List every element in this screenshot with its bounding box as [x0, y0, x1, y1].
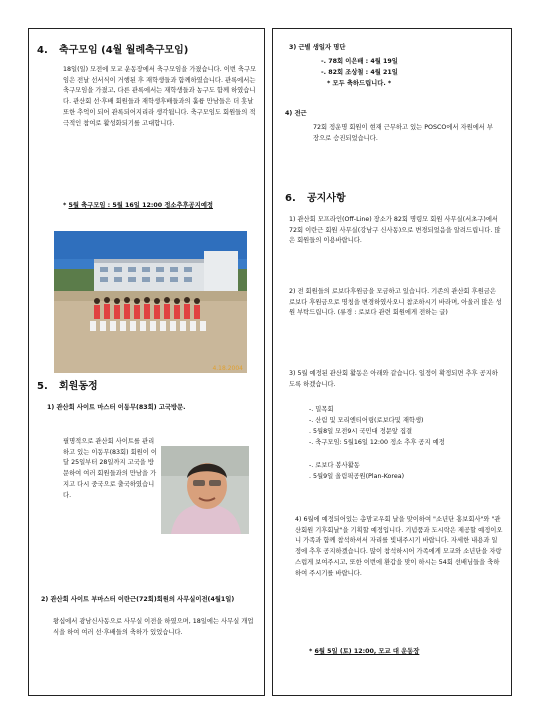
notice-2: 2) 전 회원들의 로보다후원금을 모금하고 있습니다. 기존의 관산회 후원금은 로보다 후원금으로 명칭을 변경하였사오니 참조하시기 바라며, 아울러 많은 성원 부탁드립니다. (류경 : 로보다 관련 회원에게 전하는 글): [289, 288, 502, 317]
notice-4: 4) 6월에 예정되어있는 총맘교우회 날을 맞이하여 "소년단 홍보회사"와 "관산회원 기후회날"을 기획할 예정입니다. 기념품과 도시락은 제공할 예정이오니 가족과 함께 참석하셔서 자리를 빛내주시기 바랍니다. 자세한 내용과 일정에 추후 공지하겠습니다. 많이 참석하시어 가족에게 모교와 소년단을 자랑스럽게 보여주시고, 또한 이번에 환갑을 맞이 하시는 54회 선배님들을 축하하여 주시기를 바랍니다.: [295, 516, 503, 577]
notice-3-sub-4: -. 축구모임: 5월16일 12:00 정소 추후 공지 예정: [309, 439, 445, 446]
notice-4-note: [309, 647, 503, 658]
section-4-note-text: 5월 축구모임 : 5월 16일 12:00 정소추후공지예정: [68, 202, 213, 209]
section-6-number: 6.: [285, 193, 296, 204]
right-column: [272, 28, 512, 696]
section-4-paragraph: 18일(일) 모전에 모교 운동장에서 축구모임을 가졌습니다. 이번 축구모임은 전날 선서식이 거행된 후 재학생들과 함께하였습니다. 관록에서는 축구모임을 가졌고, 다른 관록에서는 재학생들과 농구도 함께 하였습니다. 관산회 선·후배 회원들과 재학생후배들과의 훌륭 만남들은 더 훗날 또한 추억이 되어 관록되어지리라 생각됩니다. 축구모임도 회원들의 적극적인 참여로 활성화되기를 고대합니다.: [63, 66, 257, 127]
left-column: [28, 28, 265, 696]
member-news-2-heading: 2) 관산회 사이트 부마스터 이란근(72회)회원의 사무실이전(4월1일): [41, 596, 235, 603]
section-5-number: 5.: [37, 381, 48, 392]
section-4-note: [63, 201, 259, 212]
photo-date-stamp: 4.18.2004: [212, 365, 243, 372]
section-4-note-prefix: *: [63, 202, 69, 209]
notice-4-note-text: 6월 5일 (토) 12:00, 모교 대 운동장: [314, 648, 420, 655]
member-news-1-heading: 1) 관산회 사이트 마스터 이동무(83회) 고국방문.: [47, 404, 186, 411]
section-5-title: 회원동정: [59, 381, 98, 392]
member-portrait-photo: [161, 446, 249, 534]
transfer-paragraph: 72회 정운명 회원이 현재 근무하고 있는 POSCO에서 자원에서 부장으로 승진되었습니다.: [313, 124, 493, 142]
notice-4-note-prefix: *: [309, 648, 315, 655]
section-4-heading: [37, 41, 188, 56]
section-4-title: 축구모임 (4월 월례축구모임): [59, 45, 189, 56]
birthday-line-1: -. 78회 이은배 : 4월 19일: [321, 58, 398, 65]
section-5-heading: [37, 377, 98, 392]
birthday-line-3: * 모두 축하드립니다. *: [327, 80, 392, 87]
section-6-title: 공지사항: [307, 193, 346, 204]
section-6-heading: [285, 189, 346, 204]
notice-3-sub-2: -. 산림 및 모리엔티어링(로보다및 재학생): [309, 417, 424, 424]
birthday-list-heading: 3) 근별 생일자 명단: [289, 44, 346, 51]
soccer-team-photo: [54, 231, 247, 373]
notice-1: 1) 관산회 모프라인(Off-Line) 장소가 82회 명령모 회원 사무실(서초구)에서 72회 이란근 회원 사무실(강남구 신사동)으로 변경되었음을 알려드립니다. 많은 회원들의 이용바랍니다.: [289, 216, 501, 245]
member-portrait-image: [161, 446, 249, 534]
transfer-heading: 4) 전근: [285, 110, 307, 117]
soccer-team-photo-image: [54, 231, 247, 373]
notice-3-sub-5: -. 로보다 봉사활동: [309, 462, 360, 469]
section-4-number: 4.: [37, 45, 48, 56]
birthday-line-2: -. 82회 조상철 : 4월 21일: [321, 69, 398, 76]
member-news-1-paragraph: 필명적으로 관산회 사이트를 관리하고 있는 이동무(83회) 회원이 이달 25일부터 28일까지 고국을 방문하여 여러 회원들과의 만남을 가지고 다시 중국으로 출국하였습니다.: [63, 438, 157, 499]
notice-3: 3) 5월 예정된 관산회 활동은 아래와 같습니다. 일정이 확정되면 추후 공지하도록 하겠습니다.: [289, 370, 498, 388]
notice-3-sub-1: -. 밀목회: [309, 406, 334, 413]
notice-3-sub-3: . 5월8일 모전9시 국민대 정문앞 집결: [309, 428, 413, 435]
notice-3-sub-6: . 5월9일 올림픽공원(Plan-Korea): [309, 473, 405, 480]
member-news-2-paragraph: 왕십에서 광남신사동으로 사무실 이전을 하였으며, 18일에는 사무실 개업식을 하여 여러 선·후배들의 축하가 있었습니다.: [53, 618, 254, 636]
